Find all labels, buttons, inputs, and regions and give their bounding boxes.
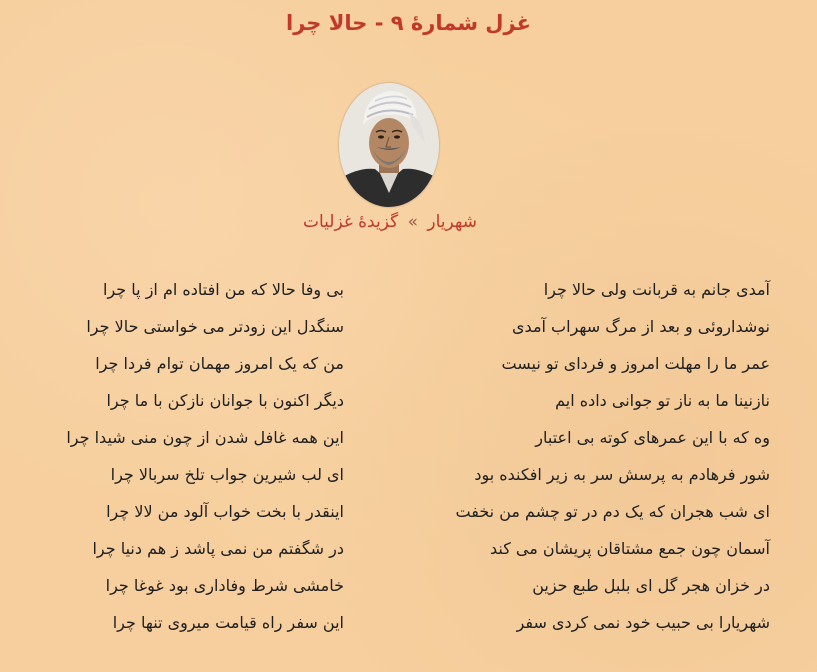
hemistich-second: سنگدل این زودتر می خواستی حالا چرا <box>86 317 344 336</box>
hemistich-second: این همه غافل شدن از چون منی شیدا چرا <box>66 428 344 447</box>
poem <box>0 275 817 645</box>
hemistich-first: نوشداروئی و بعد از مرگ سهراب آمدی <box>512 317 770 336</box>
couplet <box>0 571 817 608</box>
hemistich-second: این سفر راه قیامت میروی تنها چرا <box>112 613 344 632</box>
breadcrumb <box>0 209 780 235</box>
hemistich-first: نازنینا ما به ناز تو جوانی داده ایم <box>555 391 770 410</box>
hemistich-second: اینقدر با بخت خواب آلود من لالا چرا <box>106 502 344 521</box>
hemistich-second: من که یک امروز مهمان توام فردا چرا <box>95 354 344 373</box>
hemistich-second: ای لب شیرین جواب تلخ سربالا چرا <box>110 465 344 484</box>
page-title: غزل شمارهٔ ۹ - حالا چرا <box>286 11 531 35</box>
hemistich-second: بی وفا حالا که من افتاده ام از پا چرا <box>103 280 344 299</box>
hemistich-first: آمدی جانم به قربانت ولی حالا چرا <box>543 280 770 299</box>
couplet <box>0 534 817 571</box>
breadcrumb-separator: » <box>407 212 418 232</box>
poet-portrait[interactable] <box>339 83 439 207</box>
couplet <box>0 386 817 423</box>
hemistich-second: دیگر اکنون با جوانان نازکن با ما چرا <box>106 391 344 410</box>
hemistich-first: وه که با این عمرهای کوته بی اعتبار <box>535 428 770 447</box>
couplet <box>0 423 817 460</box>
hemistich-second: خامشی شرط وفاداری بود غوغا چرا <box>105 576 344 595</box>
couplet <box>0 312 817 349</box>
couplet <box>0 349 817 386</box>
hemistich-first: در خزان هجر گل ای بلبل طبع حزین <box>532 576 770 595</box>
couplet <box>0 608 817 645</box>
couplet <box>0 275 817 312</box>
couplet <box>0 497 817 534</box>
hemistich-second: در شگفتم من نمی پاشد ز هم دنیا چرا <box>92 539 344 558</box>
hemistich-first: شور فرهادم به پرسش سر به زیر افکنده بود <box>474 465 770 484</box>
poet-portrait-icon <box>339 83 439 207</box>
couplet <box>0 460 817 497</box>
hemistich-first: آسمان چون جمع مشتاقان پریشان می کند <box>489 539 770 558</box>
hemistich-first: عمر ما را مهلت امروز و فردای تو نیست <box>501 354 770 373</box>
breadcrumb-poet-link[interactable]: شهریار <box>427 212 477 232</box>
hemistich-first: ای شب هجران که یک دم در تو چشم من نخفت <box>455 502 770 521</box>
hemistich-first: شهریارا بی حبیب خود نمی کردی سفر <box>516 613 770 632</box>
breadcrumb-section-link[interactable]: گزیدهٔ غزلیات <box>302 212 399 232</box>
